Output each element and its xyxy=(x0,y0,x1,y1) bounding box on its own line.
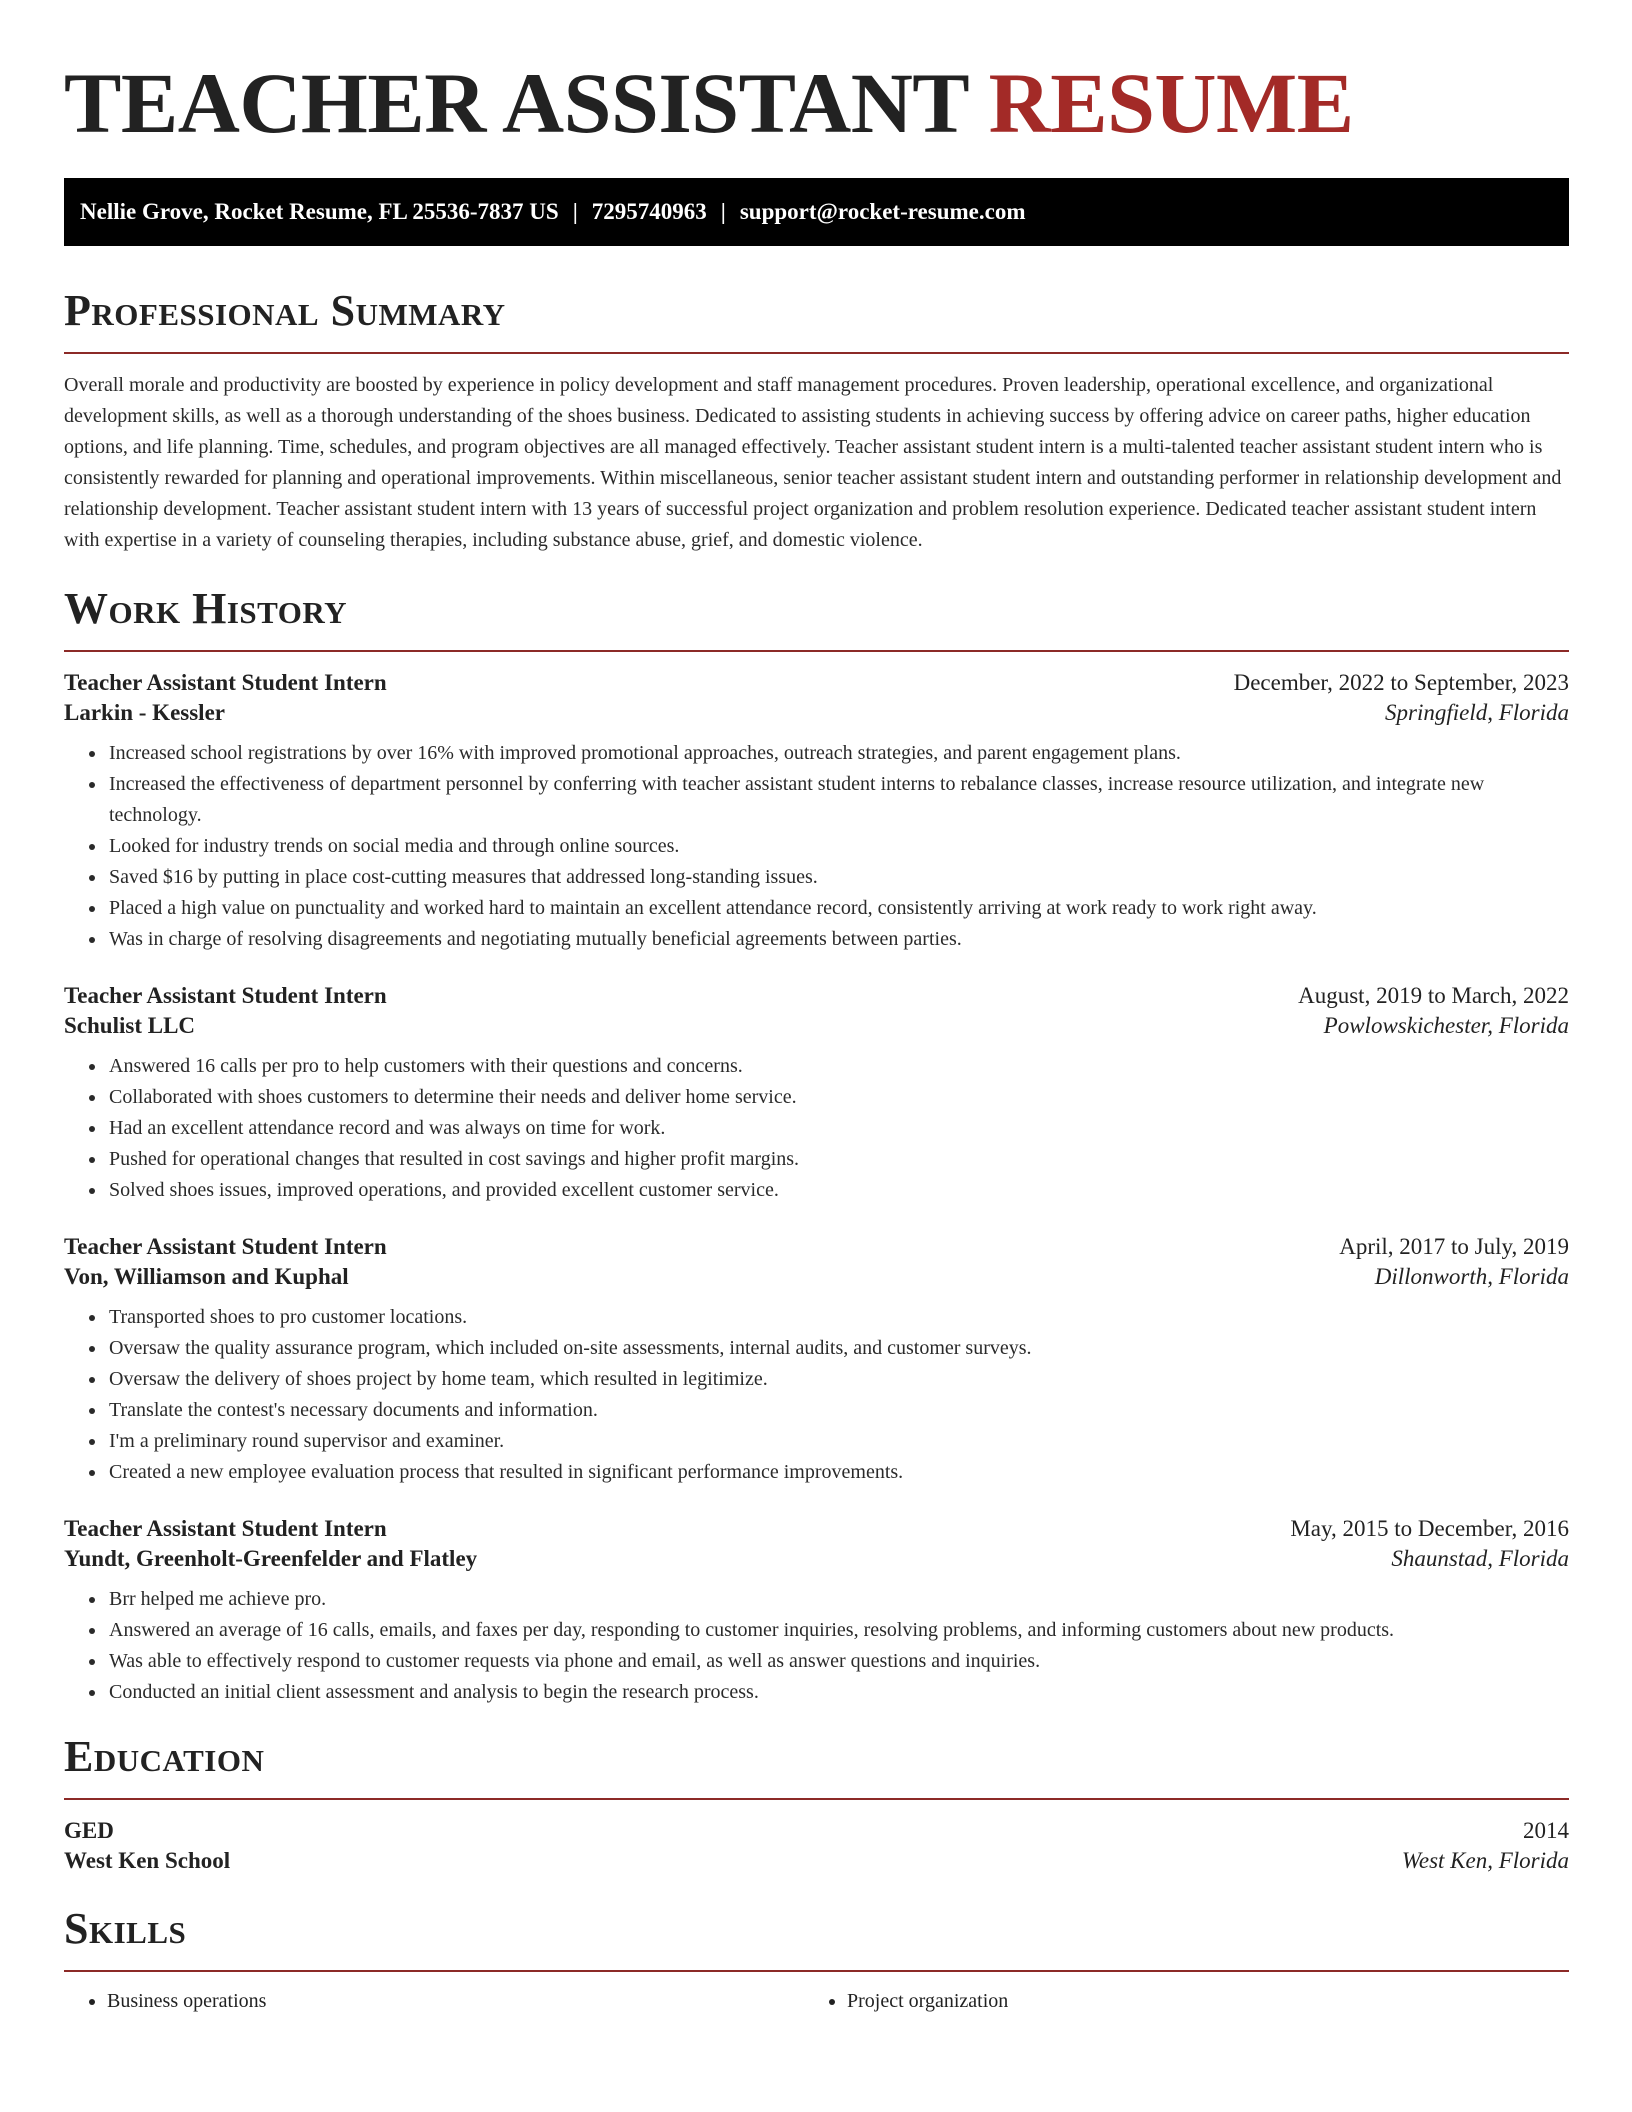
job-bullet: • I'm a preliminary round supervisor and examiner. xyxy=(107,1426,1569,1457)
job-bullet: • Increased the effectiveness of department personnel by conferring with teacher assistant student interns to rebalance classes, increase resource utilization, and integrate new technology. xyxy=(107,769,1569,831)
skill-item: • Project organization xyxy=(847,1986,1544,2017)
job-bullet: • Placed a high value on punctuality and worked hard to maintain an excellent attendance record, consistently arriving at work ready to work right away. xyxy=(107,893,1569,924)
job-bullets xyxy=(64,738,1569,955)
skills-column-right xyxy=(804,1986,1544,2017)
job-bullet: • Increased school registrations by over 16% with improved promotional approaches, outreach strategies, and parent engagement plans. xyxy=(107,738,1569,769)
job-bullet: • Translate the contest's necessary documents and information. xyxy=(107,1395,1569,1426)
job-company: Schulist LLC xyxy=(64,1013,196,1038)
job-bullet: • Looked for industry trends on social media and through online sources. xyxy=(107,831,1569,862)
job-entry xyxy=(64,1516,1569,1708)
job-company-row xyxy=(64,1264,1569,1290)
job-title: Teacher Assistant Student Intern xyxy=(64,670,387,695)
job-company-row xyxy=(64,700,1569,726)
job-dates: April, 2017 to July, 2019 xyxy=(1339,1234,1569,1259)
job-bullet: • Created a new employee evaluation process that resulted in significant performance improvements. xyxy=(107,1457,1569,1488)
education-degree-row xyxy=(64,1818,1569,1844)
skills-heading: Skills xyxy=(64,1904,187,1953)
contact-separator: | xyxy=(572,199,578,224)
work-history-section xyxy=(64,582,1569,1708)
job-bullet: • Collaborated with shoes customers to determine their needs and deliver home service. xyxy=(107,1082,1569,1113)
education-heading: Education xyxy=(64,1732,265,1781)
job-bullets xyxy=(64,1584,1569,1708)
job-bullet: • Pushed for operational changes that resulted in cost savings and higher profit margins. xyxy=(107,1144,1569,1175)
job-header-row xyxy=(64,1234,1569,1260)
contact-phone: 7295740963 xyxy=(591,199,707,224)
job-header-row xyxy=(64,983,1569,1009)
summary-heading: Professional Summary xyxy=(64,286,506,335)
education-school-row xyxy=(64,1848,1569,1874)
job-location: Powlowskichester, Florida xyxy=(1323,1013,1569,1038)
summary-section xyxy=(64,284,1569,556)
job-dates: August, 2019 to March, 2022 xyxy=(1298,983,1569,1008)
job-company-row xyxy=(64,1546,1569,1572)
contact-address: Nellie Grove, Rocket Resume, FL 25536-7837 US xyxy=(80,199,559,224)
title-main: TEACHER ASSISTANT xyxy=(64,55,968,151)
job-bullet: • Had an excellent attendance record and was always on time for work. xyxy=(107,1113,1569,1144)
job-entry xyxy=(64,1234,1569,1488)
section-divider xyxy=(64,1798,1569,1800)
job-bullet: • Saved $16 by putting in place cost-cutting measures that addressed long-standing issues. xyxy=(107,862,1569,893)
section-divider xyxy=(64,352,1569,354)
contact-separator: | xyxy=(720,199,726,224)
education-location: West Ken, Florida xyxy=(1401,1848,1569,1873)
education-degree: GED xyxy=(64,1818,114,1843)
job-header-row xyxy=(64,1516,1569,1542)
job-company: Von, Williamson and Kuphal xyxy=(64,1264,349,1289)
job-location: Shaunstad, Florida xyxy=(1391,1546,1569,1571)
job-location: Dillonworth, Florida xyxy=(1374,1264,1569,1289)
job-bullet: • Oversaw the quality assurance program, which included on-site assessments, internal audits, and customer surveys. xyxy=(107,1333,1569,1364)
job-bullet: • Answered 16 calls per pro to help customers with their questions and concerns. xyxy=(107,1051,1569,1082)
job-location: Springfield, Florida xyxy=(1385,700,1569,725)
job-bullets xyxy=(64,1051,1569,1206)
section-divider xyxy=(64,1970,1569,1972)
job-bullet: • Was in charge of resolving disagreements and negotiating mutually beneficial agreements between parties. xyxy=(107,924,1569,955)
job-bullet: • Conducted an initial client assessment and analysis to begin the research process. xyxy=(107,1677,1569,1708)
job-title: Teacher Assistant Student Intern xyxy=(64,1516,387,1541)
education-section xyxy=(64,1730,1569,1874)
job-bullet: • Brr helped me achieve pro. xyxy=(107,1584,1569,1615)
skills-section xyxy=(64,1902,1569,2017)
job-entry xyxy=(64,983,1569,1206)
job-bullet: • Oversaw the delivery of shoes project by home team, which resulted in legitimize. xyxy=(107,1364,1569,1395)
job-dates: May, 2015 to December, 2016 xyxy=(1290,1516,1569,1541)
contact-bar xyxy=(64,178,1569,246)
job-title: Teacher Assistant Student Intern xyxy=(64,983,387,1008)
contact-email: support@rocket-resume.com xyxy=(739,199,1026,224)
job-header-row xyxy=(64,670,1569,696)
job-bullet: • Was able to effectively respond to customer requests via phone and email, as well as answer questions and inquiries. xyxy=(107,1646,1569,1677)
resume-page xyxy=(64,0,1569,2017)
job-entry xyxy=(64,670,1569,955)
title-accent: RESUME xyxy=(988,55,1354,151)
job-title: Teacher Assistant Student Intern xyxy=(64,1234,387,1259)
job-bullet: • Answered an average of 16 calls, emails, and faxes per day, responding to customer inquiries, resolving problems, and informing customers about new products. xyxy=(107,1615,1569,1646)
summary-text: Overall morale and productivity are boosted by experience in policy development and staff management procedures. Proven leadership, operational excellence, and organizational development skills, as well as a thorough understanding of the shoes business. Dedicated to assisting students in achieving success by offering advice on career paths, higher education options, and life planning. Time, schedules, and program objectives are all managed effectively. Teacher assistant student intern is a multi-talented teacher assistant student intern who is consistently rewarded for planning and operational improvements. Within miscellaneous, senior teacher assistant student intern and outstanding performer in relationship development and relationship development. Teacher assistant student intern with 13 years of successful project organization and problem resolution experience. Dedicated teacher assistant student intern with expertise in a variety of counseling therapies, including substance abuse, grief, and domestic violence. xyxy=(64,374,1562,551)
job-bullets xyxy=(64,1302,1569,1488)
job-company: Yundt, Greenholt-Greenfelder and Flatley xyxy=(64,1546,478,1571)
education-year: 2014 xyxy=(1523,1818,1569,1843)
section-divider xyxy=(64,650,1569,652)
job-bullet: • Solved shoes issues, improved operations, and provided excellent customer service. xyxy=(107,1175,1569,1206)
skill-item: • Business operations xyxy=(107,1986,804,2017)
skills-column-left xyxy=(64,1986,804,2017)
education-school: West Ken School xyxy=(64,1848,231,1873)
resume-title xyxy=(64,55,1569,151)
skills-grid xyxy=(64,1986,1569,2017)
job-company: Larkin - Kessler xyxy=(64,700,225,725)
job-bullet: • Transported shoes to pro customer locations. xyxy=(107,1302,1569,1333)
work-history-heading: Work History xyxy=(64,584,348,633)
job-company-row xyxy=(64,1013,1569,1039)
job-dates: December, 2022 to September, 2023 xyxy=(1233,670,1569,695)
